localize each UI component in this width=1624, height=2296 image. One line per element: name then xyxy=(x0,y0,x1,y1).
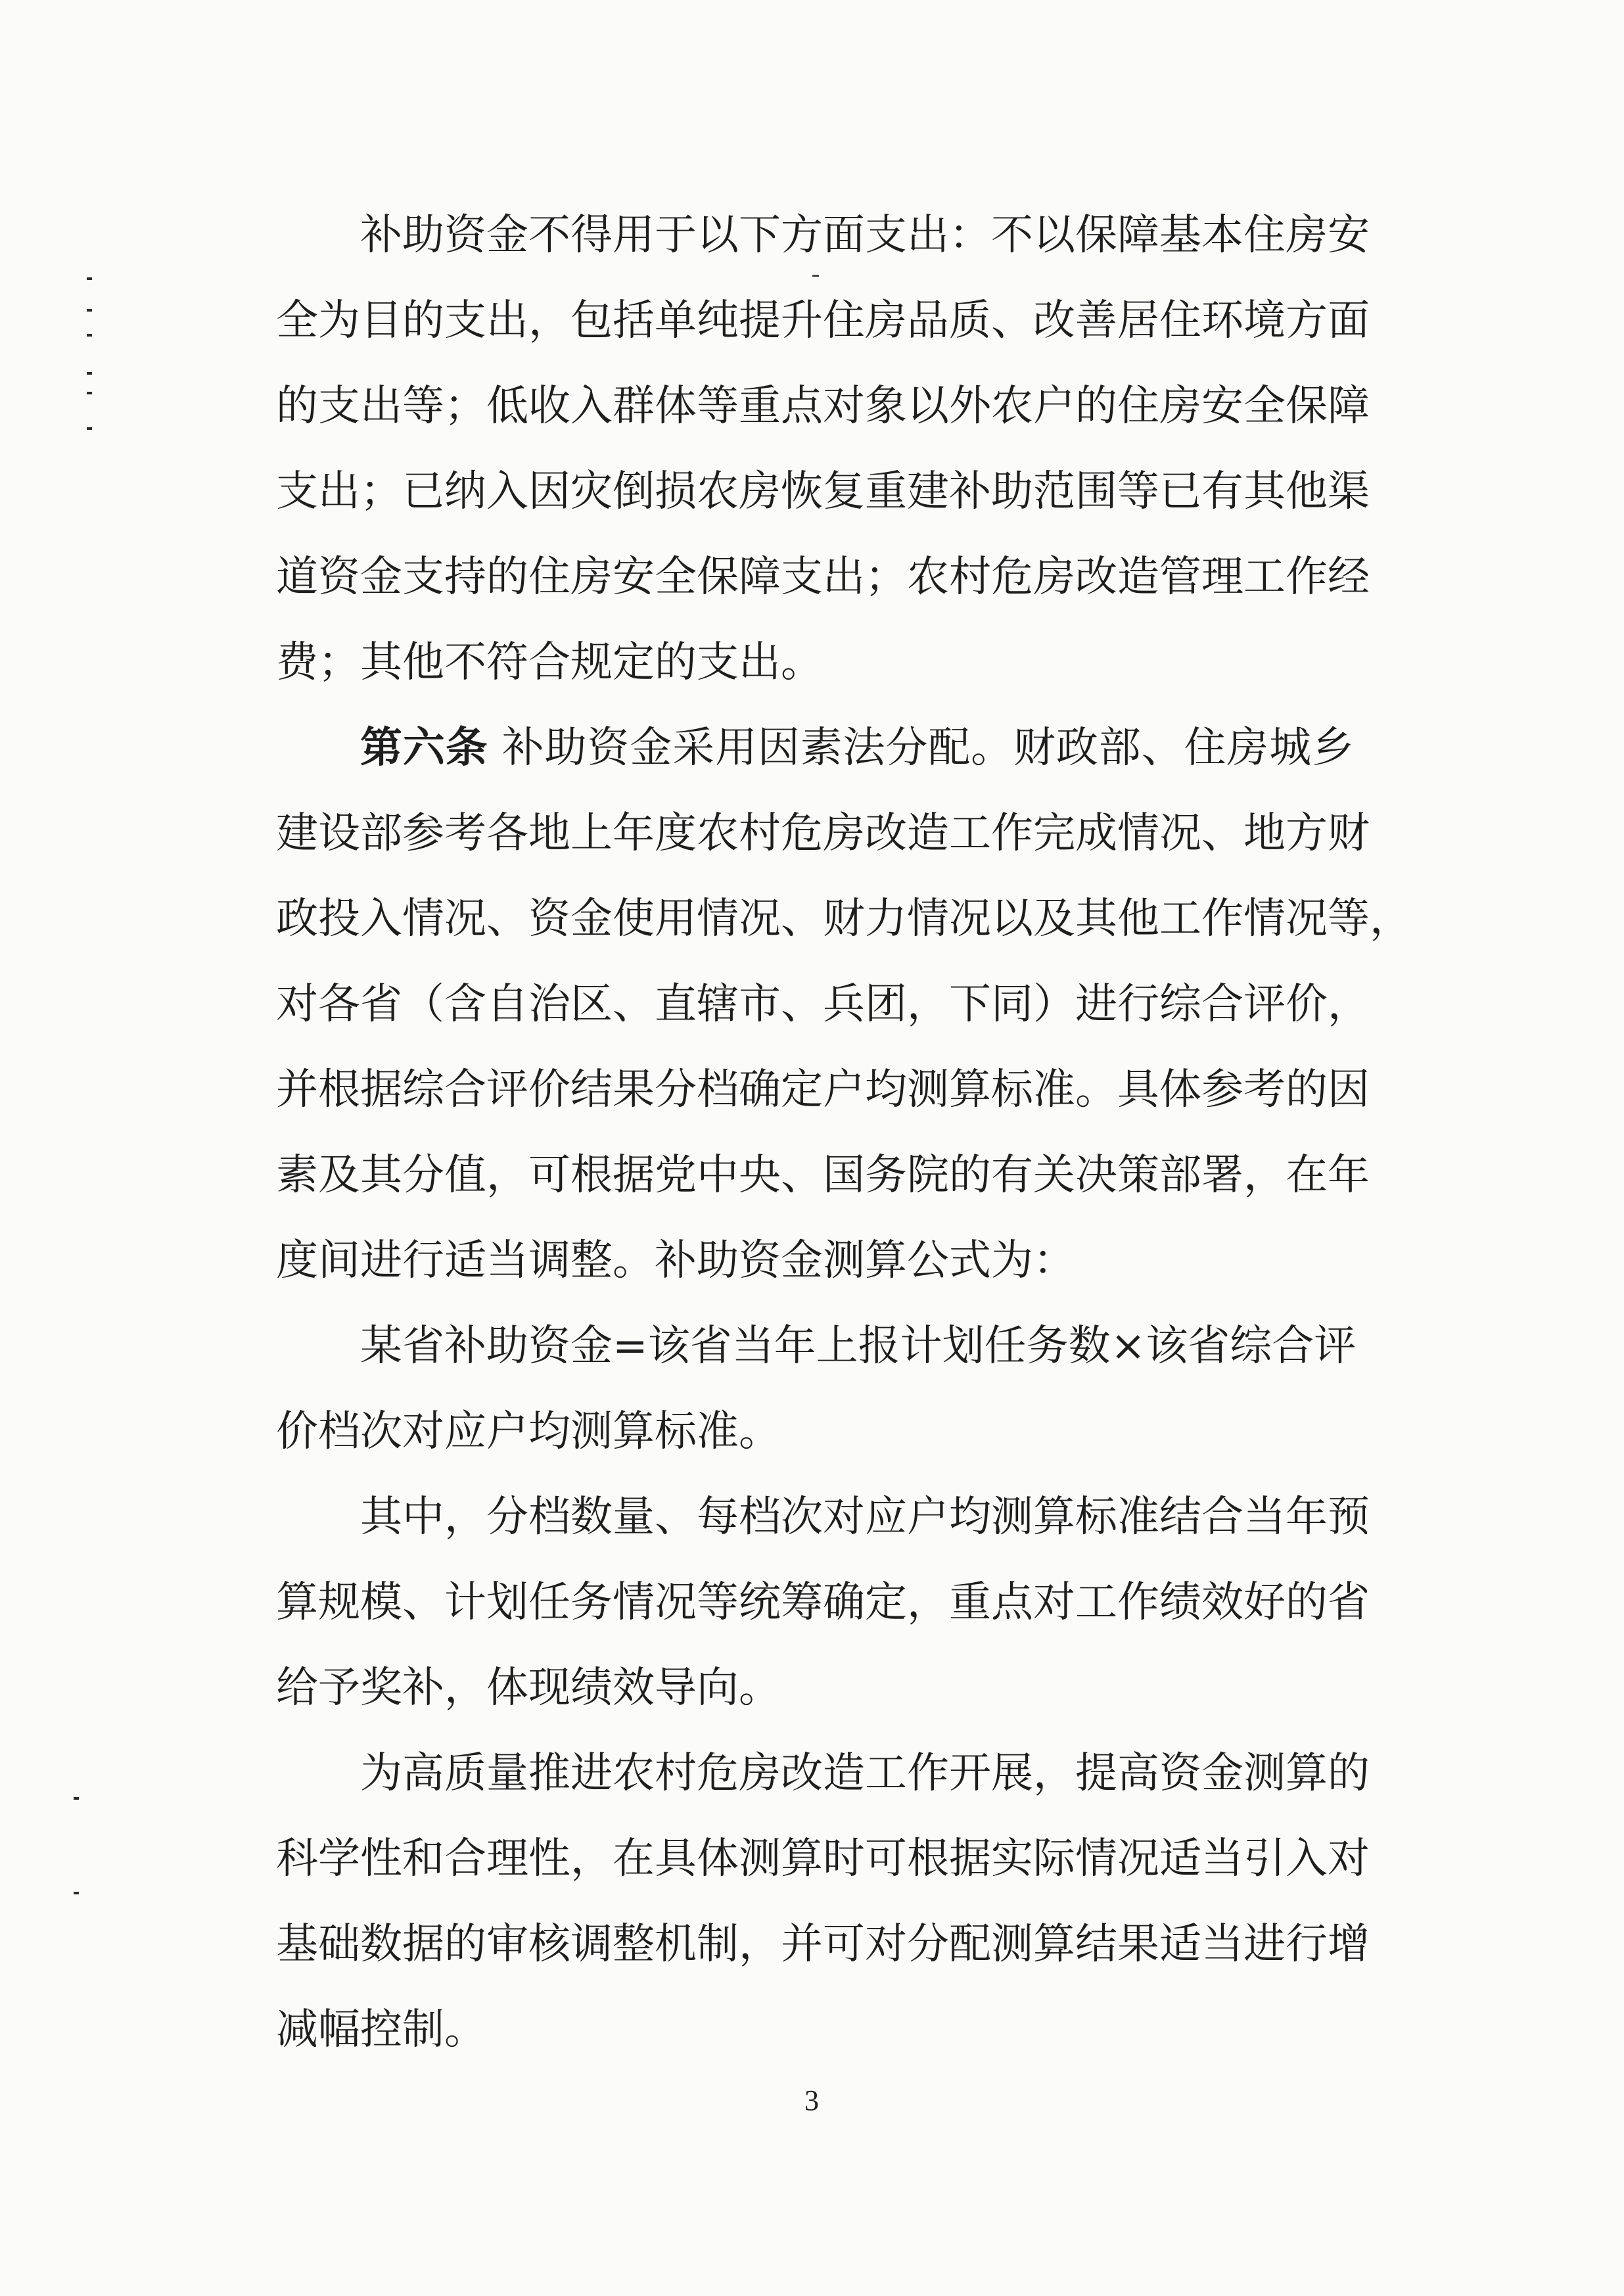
binding-mark xyxy=(87,372,92,375)
quality-line-3: 基础数据的审核调整机制，并可对分配测算结果适当进行增 xyxy=(276,1920,1370,1969)
tiers-line-3: 给予奖补，体现绩效导向。 xyxy=(276,1664,781,1712)
binding-mark xyxy=(74,1797,79,1800)
page-number: 3 xyxy=(804,2084,819,2117)
paragraph-1-line-1: 补助资金不得用于以下方面支出：不以保障基本住房安 xyxy=(360,211,1370,260)
binding-mark xyxy=(87,427,92,430)
article-6-first-line-text: 补助资金采用因素法分配。财政部、住房城乡 xyxy=(501,724,1355,772)
quality-line-4: 减幅控制。 xyxy=(276,2005,486,2054)
article-6-first-line xyxy=(360,705,1354,791)
tiers-line-2: 算规模、计划任务情况等统筹确定，重点对工作绩效好的省 xyxy=(276,1578,1370,1627)
binding-mark xyxy=(87,277,92,280)
article-6-line-5: 并根据综合评价结果分档确定户均测算标准。具体参考的因 xyxy=(276,1066,1370,1114)
formula-line-1: 某省补助资金=该省当年上报计划任务数×该省综合评 xyxy=(360,1322,1357,1371)
quality-line-2: 科学性和合理性，在具体测算时可根据实际情况适当引入对 xyxy=(276,1835,1370,1883)
binding-mark xyxy=(74,1892,79,1894)
paragraph-1-line-6: 费；其他不符合规定的支出。 xyxy=(276,638,823,687)
article-6-line-3: 政投入情况、资金使用情况、财力情况以及其他工作情况等， xyxy=(276,895,1412,943)
article-6-line-7: 度间进行适当调整。补助资金测算公式为： xyxy=(276,1236,1075,1285)
formula-line-2: 价档次对应户均测算标准。 xyxy=(276,1407,781,1456)
article-6-line-4: 对各省（含自治区、直辖市、兵团，下同）进行综合评价， xyxy=(276,980,1370,1029)
paragraph-1-line-2: 全为目的支出，包括单纯提升住房品质、改善居住环境方面 xyxy=(276,296,1370,345)
paragraph-1-line-5: 道资金支持的住房安全保障支出；农村危房改造管理工作经 xyxy=(276,553,1370,601)
binding-mark xyxy=(87,392,92,394)
paragraph-1-line-4: 支出；已纳入因灾倒损农房恢复重建补助范围等已有其他渠 xyxy=(276,467,1370,516)
article-6-line-2: 建设部参考各地上年度农村危房改造工作完成情况、地方财 xyxy=(276,809,1370,858)
paragraph-1-line-3: 的支出等；低收入群体等重点对象以外农户的住房安全保障 xyxy=(276,382,1370,431)
binding-mark xyxy=(87,309,92,312)
article-6-heading: 第六条 xyxy=(360,724,488,772)
tiers-line-1: 其中，分档数量、每档次对应户均测算标准结合当年预 xyxy=(360,1493,1370,1541)
article-6-line-6: 素及其分值，可根据党中央、国务院的有关决策部署，在年 xyxy=(276,1151,1370,1200)
quality-line-1: 为高质量推进农村危房改造工作开展，提高资金测算的 xyxy=(360,1749,1370,1798)
binding-mark xyxy=(87,334,92,337)
